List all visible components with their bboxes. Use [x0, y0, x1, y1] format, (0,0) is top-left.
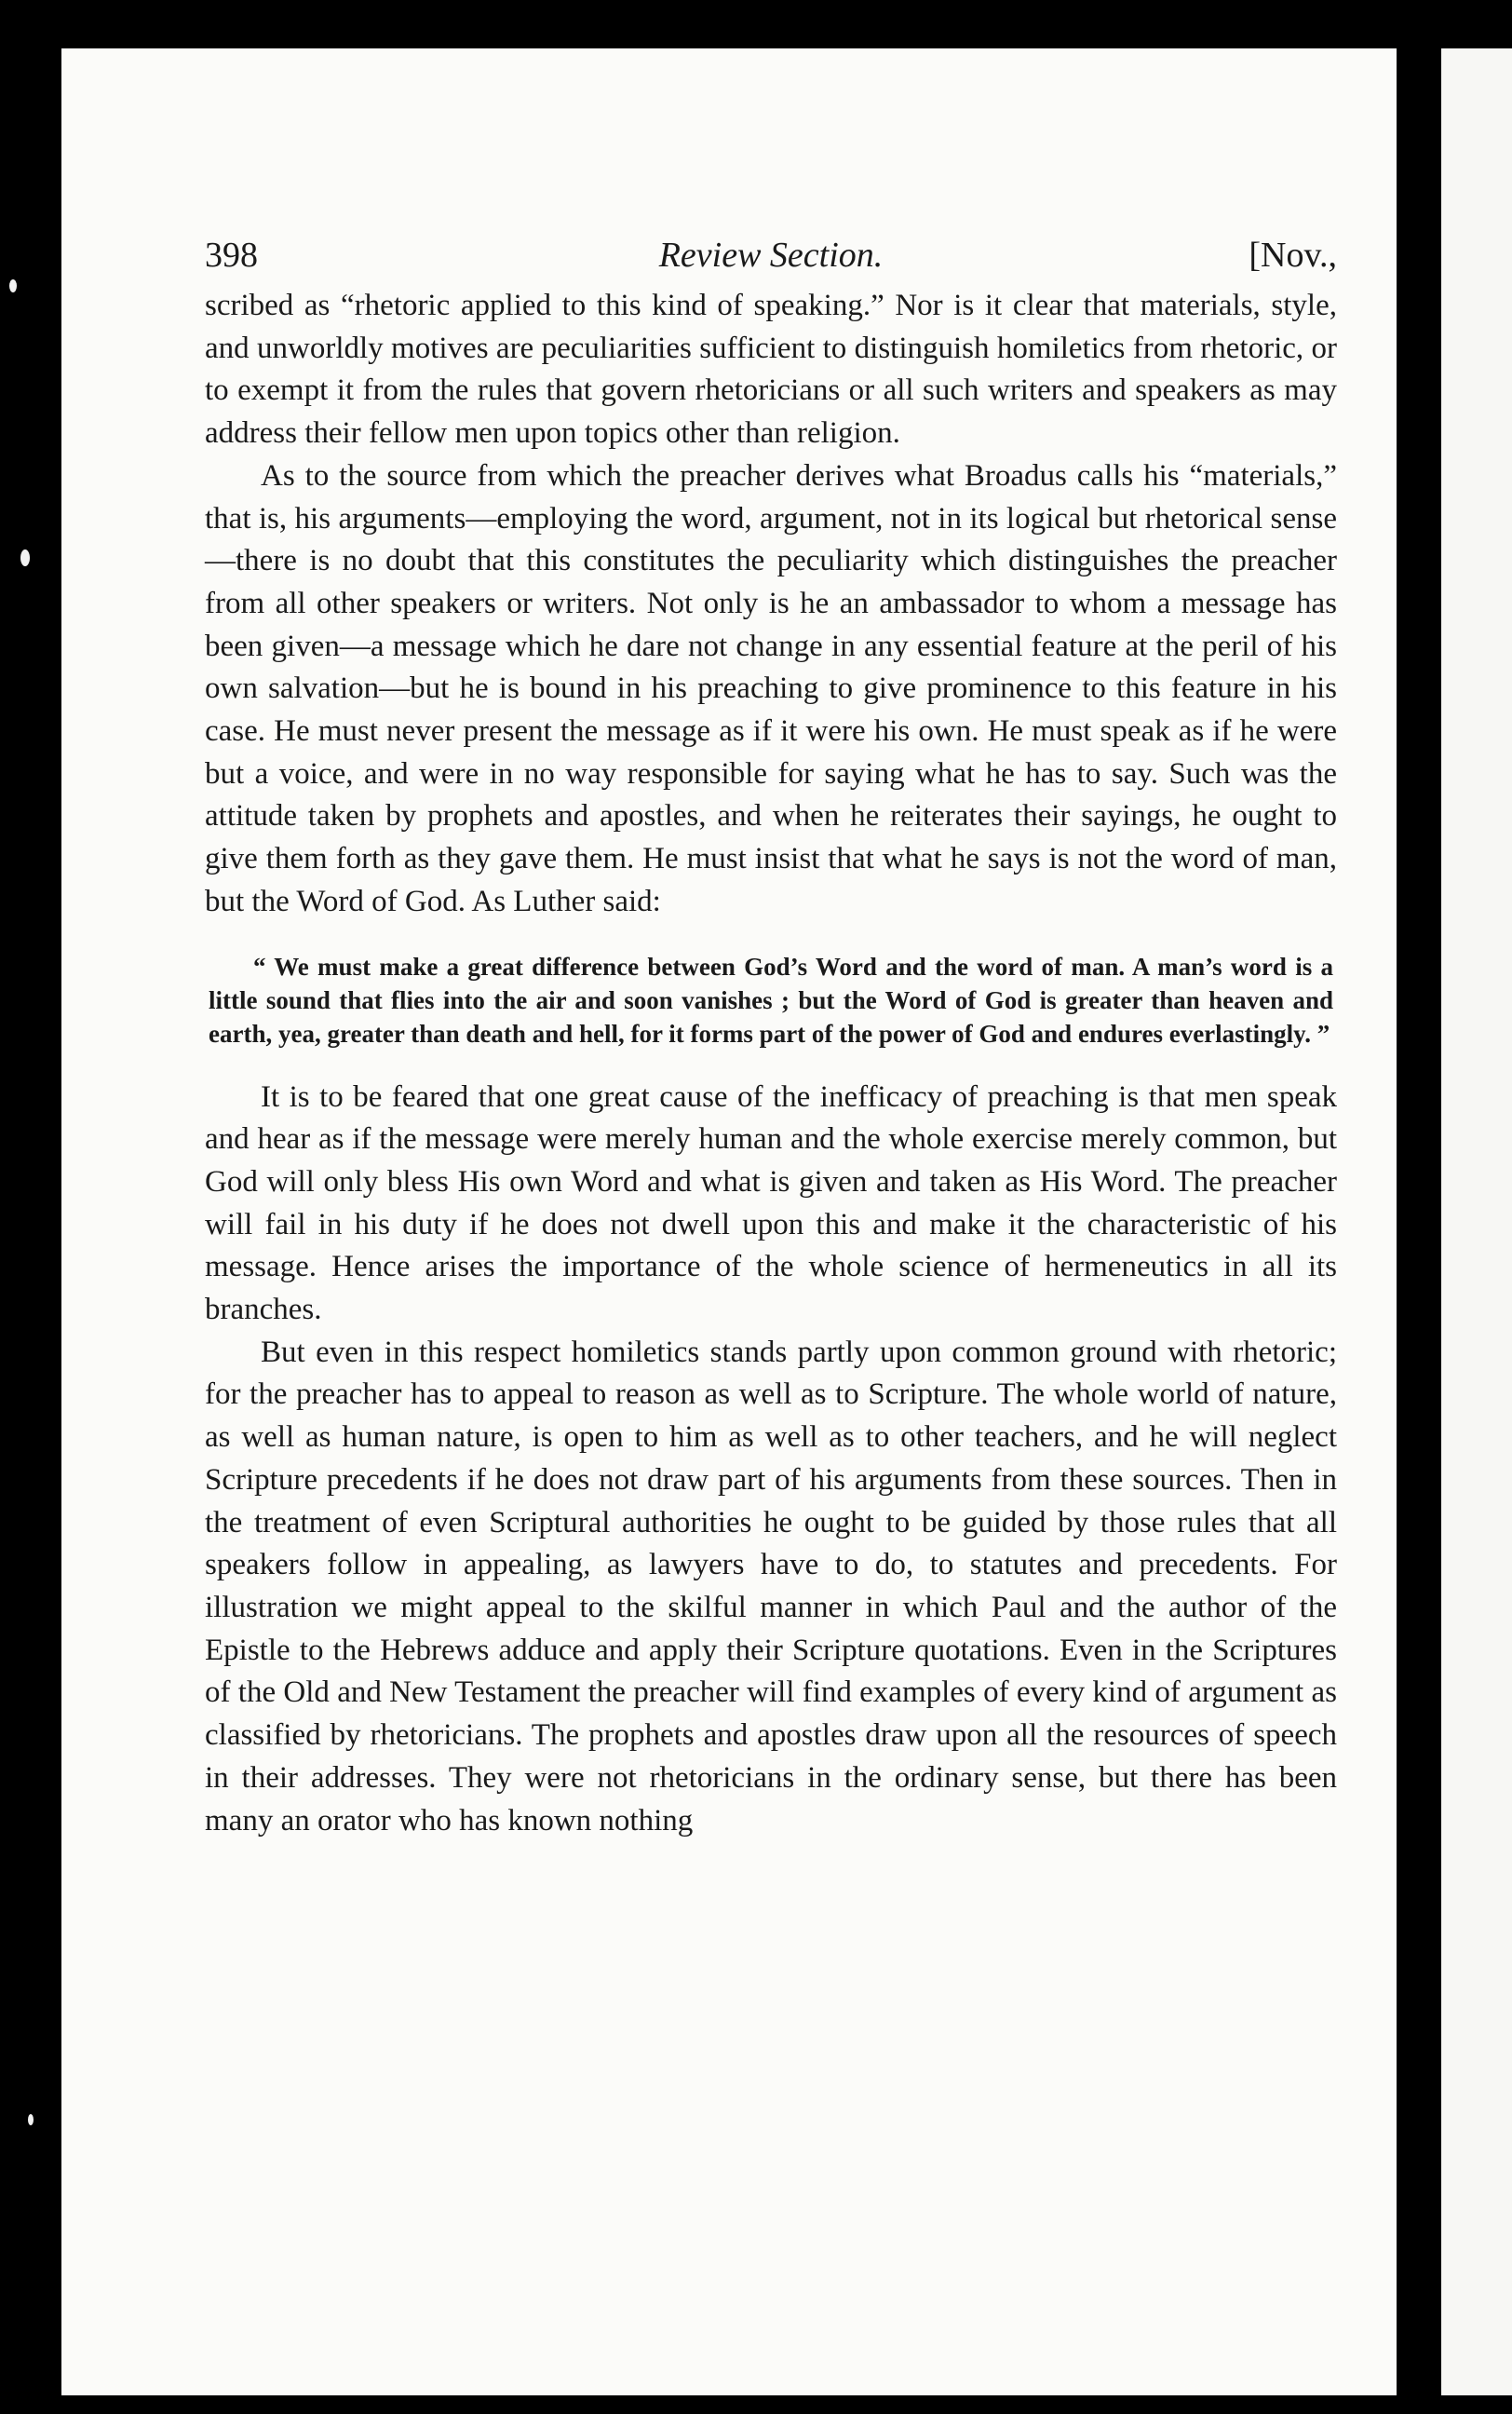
page-number: 398	[205, 236, 258, 275]
paragraph-1: scribed as “rhetoric applied to this kind of speaking.” Nor is it clear that materials, style, and unworldly motives are peculiarities sufficient to distinguish homiletics from rhetoric, or to exempt it from the rules that govern rhetoricians or all such writers and speakers as may address their fellow men upon topics other than religion.	[205, 289, 1337, 451]
paragraph-3: It is to be feared that one great cause of the inefficacy of preaching is that men speak and hear as if the message were merely human and the whole exercise merely common, but God will only bless His own Word and what is given and taken as His Word. The preacher will fail in his duty if he does not dwell upon this and make it the characteristic of his message. Hence arises the importance of the whole science of hermeneutics in all its branches.	[205, 1079, 1337, 1327]
scan-speck	[28, 2114, 34, 2125]
paragraph-4: But even in this respect homiletics stands partly upon common ground with rhetoric; for the preacher has to appeal to reason as well as to Scripture. The whole world of nature, as well as human nature, is open to him as well as to other teachers, and he will neglect Scripture precedents if he does not draw part of his arguments from these sources. Then in the treatment of even Scriptural authorities he ought to be guided by those rules that all speakers follow in appealing, as lawyers have to do, to statutes and precedents. For illustration we might appeal to the skilful manner in which Paul and the author of the Epistle to the Hebrews adduce and apply their Scripture quotations. Even in the Scriptures of the Old and New Testament the preacher will find examples of every kind of argument as classified by rhetoricians. The prophets and apostles draw upon all the resources of speech in their addresses. They were not rhetoricians in the ordinary sense, but there has been many an orator who has known nothing	[205, 1335, 1337, 1838]
text-block	[205, 225, 1337, 1842]
luther-quote	[205, 950, 1337, 1051]
paragraph-2: As to the source from which the preacher derives what Broadus calls his “materials,” that is, his arguments—employing the word, argument, not in its logical but rhetorical sense—there is no doubt that this constitutes the peculiarity which distinguishes the preacher from all other speakers or writers. Not only is he an ambassador to whom a message has been given—a message which he dare not change in any essential feature at the peril of his own salvation—but he is bound in his preaching to give prominence to this feature in his case. He must never present the message as if it were his own. He must speak as if he were but a voice, and were in no way responsible for saying what he has to say. Such was the attitude taken by prophets and apostles, and when he reiterates their sayings, he ought to give them forth as they gave them. He must insist that what he says is not the word of man, but the Word of God. As Luther said:	[205, 458, 1337, 918]
scan-speck	[9, 279, 17, 292]
adjacent-page-edge	[1441, 48, 1512, 2395]
page	[61, 48, 1397, 2395]
scan-speck	[20, 549, 30, 566]
body-text	[205, 285, 1337, 1842]
running-head-month: [Nov.,	[1249, 236, 1337, 275]
running-head	[205, 225, 1337, 285]
section-title: Review Section.	[658, 236, 884, 275]
quote-text: “ We must make a great difference between God’s Word and the word of man. A man’s word is a little sound that flies into the air and soon vanishes ; but the Word of God is greater than heaven and earth, yea, greater than death and hell, for it forms part of the power of God and endures everlastingly. ”	[209, 952, 1333, 1048]
